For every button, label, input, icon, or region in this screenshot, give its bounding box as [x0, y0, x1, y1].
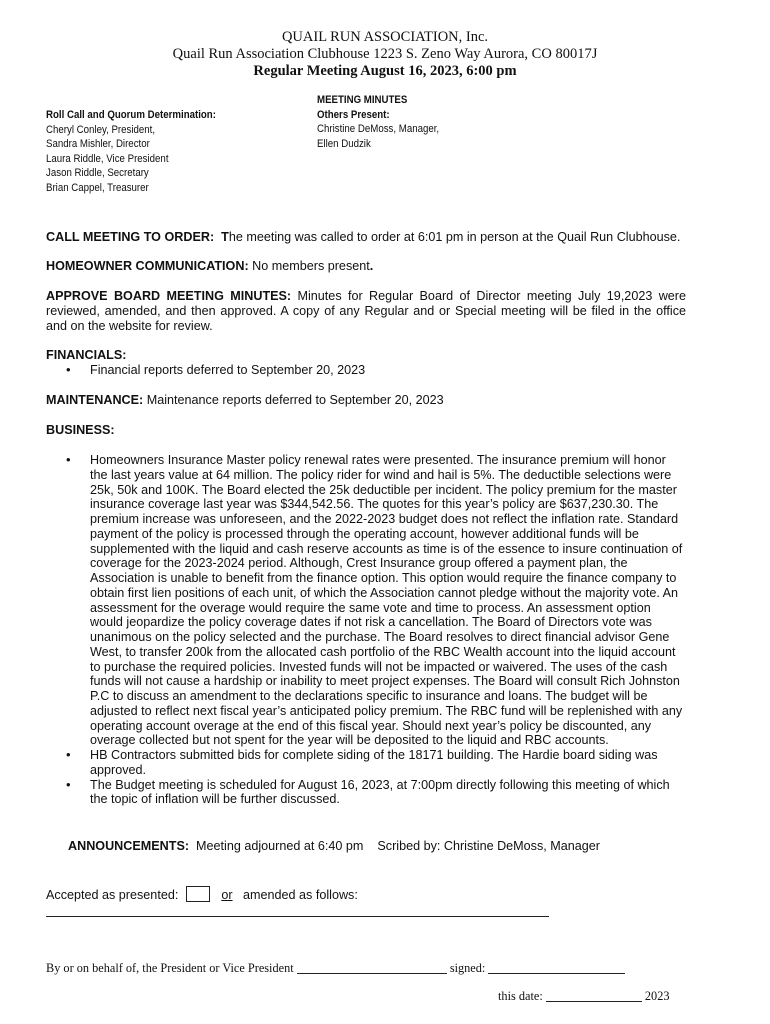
- homeowner-label: HOMEOWNER COMMUNICATION:: [46, 259, 249, 273]
- amendment-line[interactable]: [46, 916, 549, 917]
- homeowner-text: No members present: [252, 259, 370, 273]
- business-label: BUSINESS:: [46, 423, 115, 437]
- accepted-label: Accepted as presented:: [46, 888, 179, 902]
- roll-call-member: Brian Cappel, Treasurer: [46, 181, 149, 194]
- date-row: [498, 989, 670, 1004]
- scribed-by: Scribed by: Christine DeMoss, Manager: [377, 839, 600, 853]
- maintenance-text: Maintenance reports deferred to September 20, 2023: [146, 393, 444, 407]
- financials-list: [66, 363, 686, 378]
- or-label: or: [221, 888, 233, 902]
- list-item: • HB Contractors submitted bids for complete siding of the 18171 building. The Hardie board siding was approved.: [66, 747, 658, 777]
- roll-call-block: [46, 108, 216, 196]
- others-member: Christine DeMoss, Manager,: [317, 123, 440, 136]
- call-to-order-initial: T: [221, 230, 229, 244]
- business-list: [66, 453, 686, 807]
- org-name: QUAIL RUN ASSOCIATION, Inc.: [281, 29, 489, 45]
- approve-minutes: [46, 289, 686, 334]
- business-item-text: Homeowners Insurance Master policy renewal rates were presented. The insurance premium will honor the last years value at 64 million. The policy rider for wind and hail is 5%. The deductible selections were 25k, 50k and 100K. The Board elected the 25k deductible per incident. The policy premium for the master insurance coverage last year was $344,542.56. The quotes for this year’s policy are $637,230.30. The premium increase was unforeseen, and the 2022-2023 budget does not reflect the inflation rate. Standard payment of the policy is processed through the operating account, however additional funds will be supplemented with the liquid and cash reserve accounts as time is of the essence to insure continuation of coverage for the 2023-2024 period. Although, Crest Insurance group offered a payment plan, the Association is unable to benefit from the finance option. This option would require the finance company to obtain first lien positions of each unit, of which the Association cannot pledge without the majority vote. An assessment for the overage would require the same vote and time to process. An assessment option would jeopardize the policy coverage dates if not risk a cancellation. The Board of Directors vote was unanimous on the policy selected and the purchase. The Board resolves to direct financial advisor Gene West, to transfer 200k from the allocated cash portfolio of the RBC Wealth account into the liquid account to purchase the required policies. Invested funds will not be impacted or waivered. The uses of the cash funds will not cause a hardship or inability to meet project expenses. The Board will consult Rich Johnston P.C to discuss an amendment to the declarations specific to insurance and loans. The budget will be adjusted to reflect next fiscal year’s anticipated policy premium. The RBC fund will be replenished with any operating account overage at the end of this fiscal year. Should next year’s policy be discounted, any overage collected but not spent for the year will be deposited to the liquid and RBC accounts.: [90, 453, 683, 748]
- meeting-title: Regular Meeting August 16, 2023, 6:00 pm: [253, 63, 517, 79]
- roll-call-member: Jason Riddle, Secretary: [46, 167, 149, 180]
- business-item-text: The Budget meeting is scheduled for August 16, 2023, at 7:00pm directly following this meeting of which the topic of inflation will be further discussed.: [90, 777, 670, 807]
- financials-label: FINANCIALS:: [46, 348, 127, 362]
- list-item: • Financial reports deferred to September 20, 2023: [66, 362, 366, 377]
- maintenance: [46, 393, 686, 408]
- maintenance-label: MAINTENANCE:: [46, 393, 144, 407]
- approve-label: APPROVE BOARD MEETING MINUTES:: [46, 289, 292, 303]
- announcements-label: ANNOUNCEMENTS:: [68, 839, 190, 853]
- roll-call-title: Roll Call and Quorum Determination:: [46, 109, 216, 121]
- year-label: 2023: [644, 989, 670, 1003]
- acceptance-row: [46, 886, 358, 902]
- others-block: [317, 93, 439, 151]
- list-item: • The Budget meeting is scheduled for August 16, 2023, at 7:00pm directly following this meeting of which the topic of inflation will be further discussed.: [66, 776, 670, 807]
- others-title: Others Present:: [317, 108, 390, 121]
- amended-label: amended as follows:: [243, 888, 358, 902]
- homeowner-communication: [46, 259, 686, 274]
- this-date-label: this date:: [498, 989, 543, 1003]
- signed-line[interactable]: [488, 973, 625, 974]
- list-item: • Homeowners Insurance Master policy renewal rates were presented. The insurance premium will honor the last years value at 64 million. The policy rider for wind and hail is 5%. The deductible selections were 25k, 50k and 100K. The Board elected the 25k deductible per incident. The policy premium for the master insurance coverage last year was $344,542.56. The quotes for this year’s policy are $637,230.30. The premium increase was unforeseen, and the 2022-2023 budget does not reflect the inflation rate. Standard payment of the policy is processed through the operating account, however additional funds will be supplemented with the liquid and cash reserve accounts as time is of the essence to insure continuation of coverage for the 2023-2024 period. Although, Crest Insurance group offered a payment plan, the Association is unable to benefit from the finance option. This option would require the finance company to obtain first lien positions of each unit, of which the Association cannot pledge without the majority vote. An assessment for the overage would require the same vote and time to process. An assessment option would jeopardize the policy coverage dates if not risk a cancellation. The Board of Directors vote was unanimous on the policy selected and the purchase. The Board resolves to direct financial advisor Gene West, to transfer 200k from the allocated cash portfolio of the RBC Wealth account into the liquid account to purchase the required policies. Invested funds will not be impacted or waivered. The uses of the cash funds will not cause a hardship or inability to meet project expenses. The Board will consult Rich Johnston P.C to discuss an amendment to the declarations specific to insurance and loans. The budget will be adjusted to reflect next fiscal year’s anticipated policy premium. The RBC fund will be replenished with any operating account overage at the end of this fiscal year. Should next year’s policy be discounted, any overage collected but not spent for the year will be deposited to the liquid and RBC accounts.: [66, 452, 683, 748]
- others-member: Ellen Dudzik: [317, 137, 371, 150]
- org-address: Quail Run Association Clubhouse 1223 S. Zeno Way Aurora, CO 80017J: [172, 46, 598, 62]
- announcements-text: Meeting adjourned at 6:40 pm: [196, 839, 364, 853]
- business-item-text: HB Contractors submitted bids for complete siding of the 18171 building. The Hardie board siding was approved.: [90, 748, 658, 777]
- roll-call-member: Sandra Mishler, Director: [46, 138, 150, 151]
- signature-row: [46, 961, 625, 976]
- approve-text: Minutes for Regular Board of Director meeting July 19,2023 were reviewed, amended, and then approved. A copy of any Regular and or Special meeting will be filed in the office and on the website for review.: [46, 289, 687, 333]
- financials-item-text: Financial reports deferred to September 20, 2023: [90, 363, 366, 377]
- behalf-label: By or on behalf of, the President or Vice President: [46, 961, 294, 975]
- announcements: [68, 839, 600, 853]
- call-to-order-text: he meeting was called to order at 6:01 pm in person at the Quail Run Clubhouse.: [228, 230, 681, 244]
- minutes-label: MEETING MINUTES: [317, 94, 408, 106]
- roll-call-member: Cheryl Conley, President,: [46, 123, 156, 136]
- president-signature-line[interactable]: [297, 973, 447, 974]
- homeowner-period: .: [369, 259, 374, 273]
- accepted-checkbox[interactable]: [186, 886, 210, 902]
- roll-call-member: Laura Riddle, Vice President: [46, 152, 169, 165]
- call-to-order: [46, 230, 686, 245]
- call-to-order-label: CALL MEETING TO ORDER:: [46, 230, 215, 244]
- signed-label: signed:: [449, 961, 486, 975]
- date-line[interactable]: [546, 1001, 642, 1002]
